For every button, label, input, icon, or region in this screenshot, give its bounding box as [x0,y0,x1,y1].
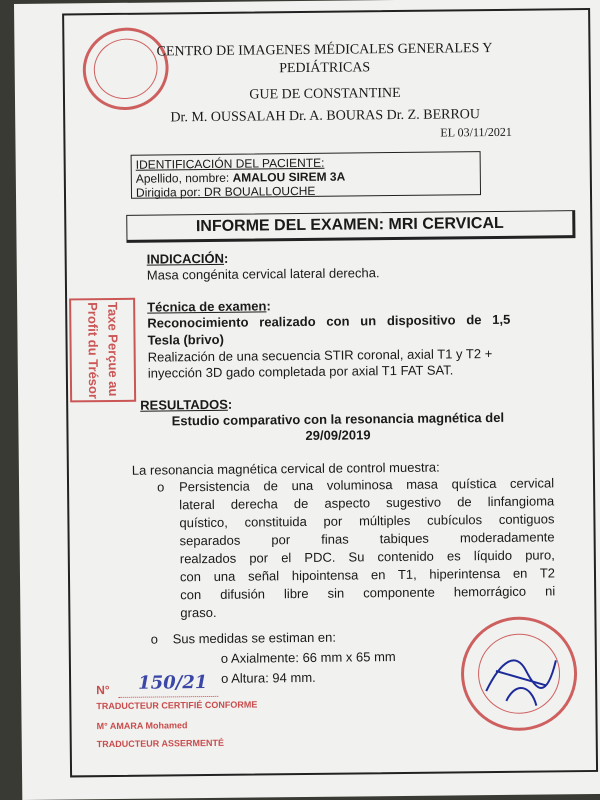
bullet-1-line: lateral derecha de aspecto sugestivo de linfangioma [179,493,555,513]
translator-line1: TRADUCTEUR CERTIFIÉ CONFORME [96,699,258,712]
results-bullet-1 [179,474,555,622]
technique-line3: Realización de una secuencia STIR coronal, axial T1 y T2 + [147,346,493,365]
header-center-line1: CENTRO DE IMAGENES MÉDICALES GENERALES Y [156,40,493,60]
technique-line2: Tesla (brivo) [147,331,224,348]
results-subtitle1: Estudio comparativo con la resonancia magnética del [171,409,505,429]
technique-line1: Reconocimiento realizado con un dispositivo de 1,5 [147,311,511,331]
patient-id-title: IDENTIFICACIÓN DEL PACIENTE: [135,155,325,172]
bullet-1-line: Persistencia de una voluminosa masa quística cervical [178,475,555,495]
results-heading-text: RESULTADOS [140,396,228,413]
bullet-1-line: realzados por el PDC. Su contenido es líquido puro, [179,547,555,567]
report-title: INFORME DEL EXAMEN: MRI CERVICAL [126,210,575,243]
translator-no-label: N° [96,683,110,698]
translator-stamp [96,672,267,757]
bullet-1-line: con difusión libre sin componente hemorrágico ni [180,583,556,603]
signature-icon [476,630,567,721]
tax-stamp-line1: Taxe Perçue au [105,301,122,397]
translator-line3: TRADUCTEUR ASSERMENTÉ [96,737,224,750]
patient-name-value: AMALOU SIREM 3A [232,169,346,185]
tax-stamp [69,298,136,403]
directed-by-value: DR BOUALLOUCHE [203,183,316,200]
results-subtitle2: 29/09/2019 [305,427,371,443]
results-colon: : [227,396,233,412]
translator-handwritten-number: 150/21 [138,672,208,694]
measure-height: o Altura: 94 mm. [220,669,316,686]
indication-heading-text: INDICACIÓN [146,250,225,267]
header-center-line2: PEDIÁTRICAS [279,60,371,77]
bullet-1-line: quístico, constituida por múltiples cubículos contiguos [179,511,555,531]
directed-by-label: Dirigida por: [135,185,205,200]
technique-heading-text: Técnica de examen [147,298,267,315]
bullet-2-marker: o [150,631,158,647]
bullet-1-line: graso. [180,604,217,621]
header-location: GUE DE CONSTANTINE [249,85,401,103]
results-intro: La resonancia magnética cervical de control muestra: [131,459,440,478]
document-page [14,0,600,800]
technique-colon: : [266,298,271,314]
report-date: EL 03/11/2021 [440,124,512,140]
bullet-1-marker: o [156,479,165,495]
bullet-1-line: separados por finas tabiques moderadamente [179,529,555,549]
results-bullet-2: Sus medidas se estiman en: [172,629,337,647]
indication-colon: : [223,250,229,266]
technique-line4: inyección 3D gado completada por axial T1 FAT SAT. [147,362,454,381]
tax-stamp-line2: Profit du Trésor [85,301,102,399]
bullet-1-line: con una señal hipointensa en T1, hiperintensa en T2 [179,565,556,585]
measure-axial: o Axialmente: 66 mm x 65 mm [220,649,396,666]
patient-id-box [131,151,481,199]
translator-line2: M° AMARA Mohamed [96,720,188,732]
header-doctors: Dr. M. OUSSALAH Dr. A. BOURAS Dr. Z. BERROU [170,107,481,126]
patient-name-label: Apellido, nombre: [135,170,233,186]
indication-text: Masa congénita cervical lateral derecha. [146,265,380,283]
